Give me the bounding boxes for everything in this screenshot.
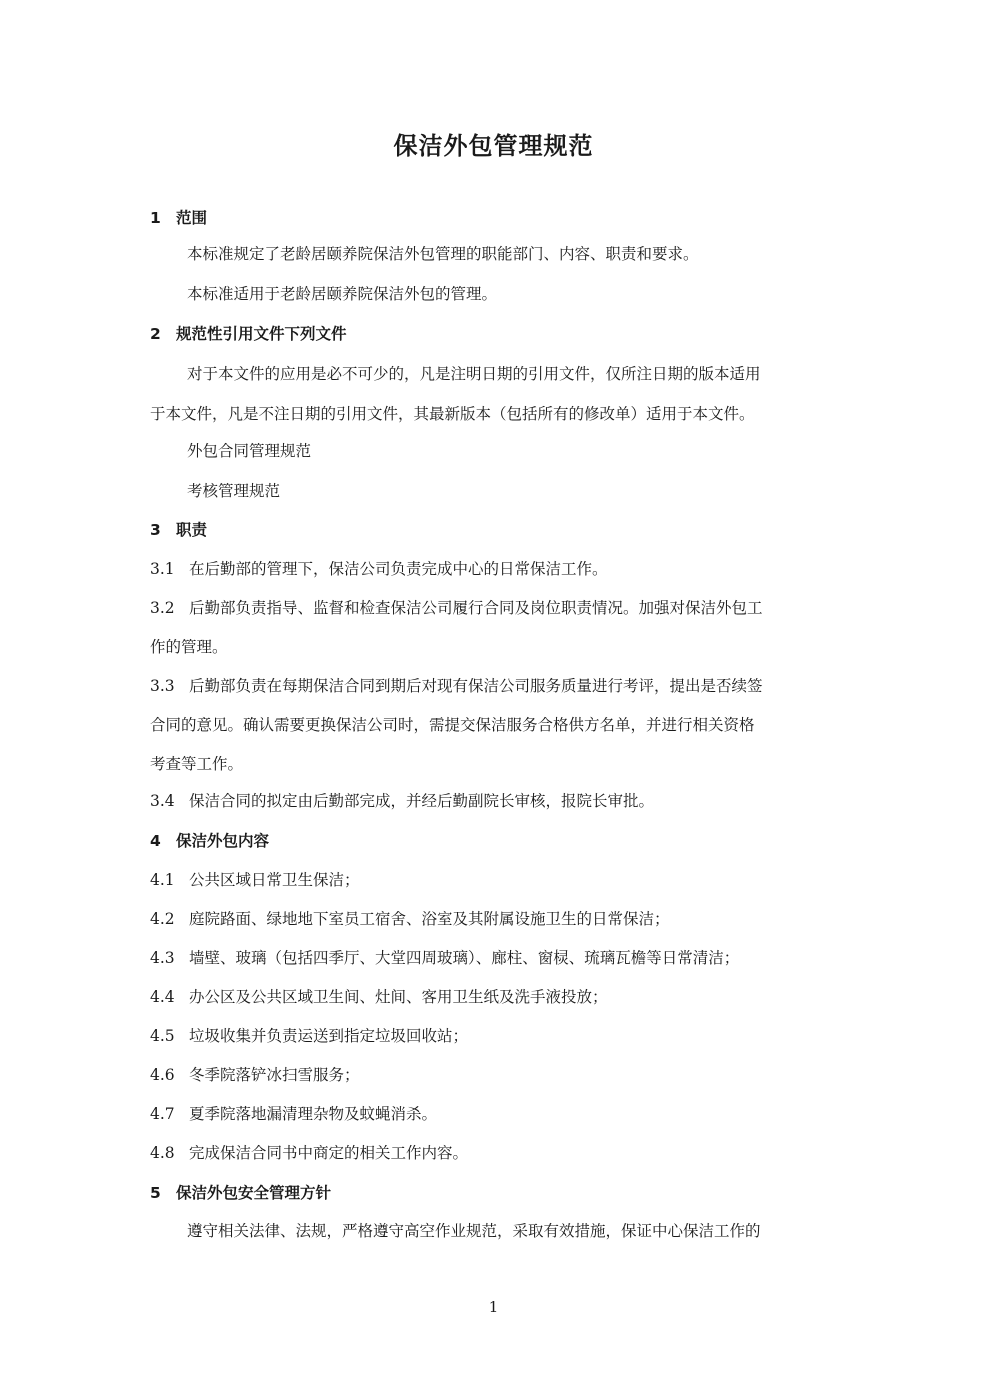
paragraph-line [150, 714, 755, 736]
line-text: 合同的意见。确认需要更换保洁公司时，需提交保洁服务合格供方名单，并进行相关资格 [150, 716, 755, 734]
paragraph-line [150, 753, 243, 775]
item-number: 3.3 [150, 677, 175, 695]
line-text: 公共区域日常卫生保洁； [189, 871, 360, 889]
item-number: 1 [150, 209, 161, 227]
item-number: 3.2 [150, 599, 175, 617]
numbered-item [150, 1103, 437, 1125]
line-text: 考查等工作。 [150, 755, 244, 773]
line-text: 作的管理。 [150, 638, 228, 656]
line-text: 本标准规定了老龄居颐养院保洁外包管理的职能部门、内容、职责和要求。 [187, 245, 699, 263]
numbered-item [150, 869, 360, 891]
line-text: 后勤部负责指导、监督和检查保洁公司履行合同及岗位职责情况。加强对保洁外包工 [189, 599, 763, 617]
item-number: 2 [150, 325, 161, 343]
section-heading [150, 207, 207, 229]
line-text: 本标准适用于老龄居颐养院保洁外包的管理。 [187, 285, 498, 303]
paragraph-line [187, 363, 761, 385]
item-number: 4.6 [150, 1066, 175, 1084]
line-text: 遵守相关法律、法规，严格遵守高空作业规范，采取有效措施，保证中心保洁工作的 [187, 1222, 761, 1240]
item-number: 4.7 [150, 1105, 175, 1123]
numbered-item [150, 558, 608, 580]
item-number: 4.3 [150, 949, 175, 967]
line-text: 职责 [176, 521, 208, 539]
section-heading [150, 1182, 331, 1204]
line-text: 庭院路面、绿地地下室员工宿舍、浴室及其附属设施卫生的日常保洁； [189, 910, 670, 928]
item-number: 4.1 [150, 871, 175, 889]
paragraph-line [187, 243, 699, 265]
line-text: 规范性引用文件下列文件 [176, 325, 347, 343]
numbered-item [150, 986, 608, 1008]
line-text: 夏季院落地漏清理杂物及蚊蝇消杀。 [189, 1105, 438, 1123]
section-heading [150, 323, 347, 345]
line-text: 保洁合同的拟定由后勤部完成，并经后勤副院长审核，报院长审批。 [189, 792, 655, 810]
line-text: 墙壁、玻璃（包括四季厅、大堂四周玻璃）、廊柱、窗棂、琉璃瓦檐等日常清洁； [189, 949, 740, 967]
numbered-item [150, 597, 763, 619]
line-text: 对于本文件的应用是必不可少的，凡是注明日期的引用文件，仅所注日期的版本适用 [187, 365, 761, 383]
section-heading [150, 519, 207, 541]
numbered-item [150, 1025, 468, 1047]
numbered-item [150, 908, 670, 930]
line-text: 在后勤部的管理下，保洁公司负责完成中心的日常保洁工作。 [189, 560, 608, 578]
page-number: 1 [488, 1298, 499, 1316]
line-text: 后勤部负责在每期保洁合同到期后对现有保洁公司服务质量进行考评，提出是否续签 [189, 677, 763, 695]
item-number: 4.4 [150, 988, 175, 1006]
paragraph-line [150, 403, 755, 425]
item-number: 3.4 [150, 792, 175, 810]
paragraph-line [187, 440, 311, 462]
numbered-item [150, 675, 763, 697]
page-title: 保洁外包管理规范 [393, 132, 594, 160]
line-text: 办公区及公共区域卫生间、灶间、客用卫生纸及洗手液投放； [189, 988, 608, 1006]
section-heading [150, 830, 269, 852]
paragraph-line [187, 1220, 761, 1242]
line-text: 保洁外包安全管理方针 [176, 1184, 332, 1202]
line-text: 冬季院落铲冰扫雪服务； [189, 1066, 360, 1084]
paragraph-line [150, 636, 228, 658]
item-number: 4.8 [150, 1144, 175, 1162]
line-text: 外包合同管理规范 [187, 442, 312, 460]
item-number: 4.2 [150, 910, 175, 928]
paragraph-line [187, 480, 280, 502]
line-text: 垃圾收集并负责运送到指定垃圾回收站； [189, 1027, 469, 1045]
numbered-item [150, 947, 739, 969]
numbered-item [150, 790, 654, 812]
line-text: 保洁外包内容 [176, 832, 270, 850]
line-text: 范围 [176, 209, 208, 227]
paragraph-line [187, 283, 497, 305]
item-number: 5 [150, 1184, 161, 1202]
numbered-item [150, 1142, 468, 1164]
item-number: 4.5 [150, 1027, 175, 1045]
item-number: 3 [150, 521, 161, 539]
line-text: 完成保洁合同书中商定的相关工作内容。 [189, 1144, 469, 1162]
line-text: 考核管理规范 [187, 482, 281, 500]
line-text: 于本文件，凡是不注日期的引用文件，其最新版本（包括所有的修改单）适用于本文件。 [150, 405, 755, 423]
item-number: 4 [150, 832, 161, 850]
item-number: 3.1 [150, 560, 175, 578]
numbered-item [150, 1064, 360, 1086]
